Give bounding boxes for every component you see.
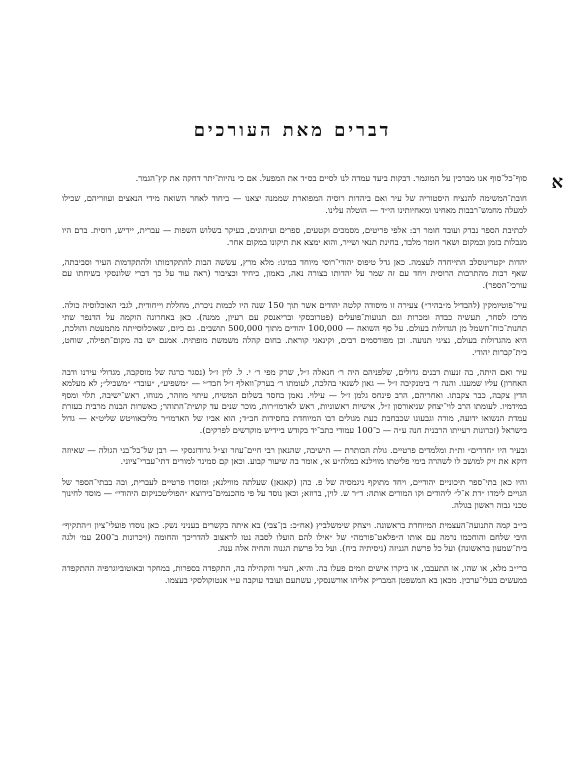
paragraph: בי״ב קמה התנועה־העצמית המיוחדת בראשונה. ויצחק שימשלביץ (אח״כ: בן־צבי) בא איתה בקשרים בעניני נשק. כאן נוסדו פועלי־ציון ו״התקיף״ היבי שלחם והוחכמו נרמה עם אותו ה״פלאט־פורמה״ של ״אילו להם הועלו לסבה נטו לראצוב להדריכך והחומה (זיכרונות ב־200 עמ׳ ולגה בית־שמעון בראשונה) ועל כל פרשת הגניזה (ניסיתיה ביח). ועל כל פרשת הגנוה והחיה אלה ענה. bbox=[62, 520, 527, 554]
body-text bbox=[62, 173, 527, 595]
page-title: דברים מאת העורכים bbox=[193, 120, 392, 141]
paragraph: ברי״ב מלא, או שהו, או התעבבו, או ביקרו אישים וזמים פעלו בה. והיא, העיר והקהילה בה, התקפדה בספרות, במחקר ובאוטוביוגרפיה ההתקפדה במעשים בעלי־ערכין. מכאן בא המשפטן המבריק אליהו אורשנסקי, עשתעם ועובד עוקבה ע״י אנטוקולסקי בעצמו. bbox=[62, 563, 527, 585]
paragraph: חובת־המשימה להנציח היסטוריה של עיר ואם ביהדות רוסיה המפוארת שממנה יצאנו — ביחוד לאחר השואה מידי הנאצים ועוזריהם, שכילו למעלה מחמש־רבבות מאחינו ומאחיותינו הי״ד — הוטלה עלינו. bbox=[62, 193, 527, 215]
paragraph: ובעיר היו ״חדרים״ ות״ת ומלמדים פרטיים. גולת הכותרת — הישיבה, שהנאון רבי חיים־עוזר זצ״ל גרודזנסקי — רבן של־כל־בני הגולה — שאיוזה דוקא את זיק למושב לו לשהרה בימי פליטתו מווילנא במלה״ע א׳, אומר בה שיעור קבוע. וכאן קם סמינר למורים דתי־עברי־ציוני. bbox=[62, 444, 527, 467]
paragraph: והיו כאן בתי־ספר תיכוניים יהודיים, ויחד מתוקף ניגמסיה של פ. כהן (קאגאן) שעלתה מווילנא; ומוסרו פרטיים לעברית, ובה בבתי־הספר של הגויים לימדו ״דת א־ל״ ליהודים וקו המורים אותה: ד״ר ש. לוין, ברוזא; וכאן נוסד על פי מהכנמים־בירוצא ״הפוליטכניקום היהודי״ — מוסד לחינוך טכני גבוה ראשון בגולה. bbox=[62, 476, 527, 510]
paragraph: יהדות יקטרינוסלב התייחדה לעצמה. כאן גדל טיפוס יהודי־רוסי מיוחד במינו: מלא מרץ, עשׂשה הבות להתקדמותו ולהתקדמות העיר וסביבתה, שאף רבות מהתרבות הרוסית ויחד עם זה שמר על יהדותו בצורה נאה, באמון, כיחיד וכציבור (ראה עוד על כך דברי שלונסקי בשיחתו עם עורכי־הספר). bbox=[62, 256, 527, 290]
paragraph: עיר ואם היתה, בה זנעות דבנים גדולים, שלפניהם היה ר׳ חנאלה ז״ל, שרק מפי ר׳ י. ל. לוין ז״ל (נסגר כרגה של מוסקבה, מגדולי עירנו ודבה האחרון) עליו שמענו. והנה ר׳ בימנקיבה ז״ל — גאון לשנאי בהלכה, לעומתו ר׳ בערק־וואלף ז״ל חבד״י — ״משפיע״, ״עובד״ ״משכיל״; לא מעלמא הדין צקבה, כבר צקבתו. ואחריהם, הרב פינחס גלמן ז״ל — עילוי. נאמן בחסד בשלום המשיח, עיתוי מוזהר, מנוחו, ראש־ישיבה, תלוי ומסף במידמיו. לעומתו הרב לוי־יצחק שניאורסון ז״ל, אישיות ראשוניות, ראש לאדמו״רות, מוכר שנים עד קושית־התוהר; כאשרות הבנות מרבית בעזרת עמדת הנשואו ידועה, מורה וגבעונו שכבחבת כעת מגולים דבו המיוחדת בחסידות חב״ד; הוא אביו של האדמו״ר מליבאוויטש שליט״א — גדול בישראל (זכרונות רעייתו הרבנית חנה ע״ה — כ־100 עמודי כתב־יד בקודש ביידיש מוקדשים לפרקים). bbox=[62, 366, 527, 435]
paragraph: לכתיבת הספר נבדק ועובד חומר רב: אלפי פריטים, מסמכים וקטעים, ספרים ועיתונים, בעיקר בשלוש השפות — עברית, יידיש, רוסית. ברם היו מגבלות בזמן ובמקום ושאר חומר מלבד, בחינת תנאי ושייר, והוא ימצא את תיקונו במקום אחר. bbox=[62, 224, 527, 247]
section-letter: א bbox=[551, 172, 563, 193]
paragraph: סוף־כל־סוף אנו מברכין על המוגמר. דבקות ביעד עמדה לנו לסיים בס״ד את המפעל. אם כי נהיות־יתר דחקה את קץ־הגמר. bbox=[135, 173, 527, 183]
paragraph: עיר־פוטיומקין (להבדיל מ״בהיר״) צעירה זו מיסודה קלטה יהודים אשר תוך 150 שנה היו לכמות ניכרת, מחללת וייחודית, לגבי האוכלוסיה כולה. מרכז לסחר, תעשיה כבדה ומכרות וגם תנועות־פועלים (פטרובסקי ובריאנסק עם רעיון, ממנה). כאן באחרונה הוקמה על הדנפר שתי תחנות־כוח־חשמל מן הגדולות בעולם. על סף השואה — 100,000 יהודים מתוך 500,000 תושבים. גם כיום, שאוכלוסייתה מתמעטת והולכת, היא מהגדולות בעולם, נציגי תנועה. וכן מפורסמים רבים, וקינאגי קוראת. בחום קהלה משמשת מופתית. אמנם יש בה מקום־תפילה, שוחט, בית־קברות יהודי. bbox=[62, 300, 528, 357]
